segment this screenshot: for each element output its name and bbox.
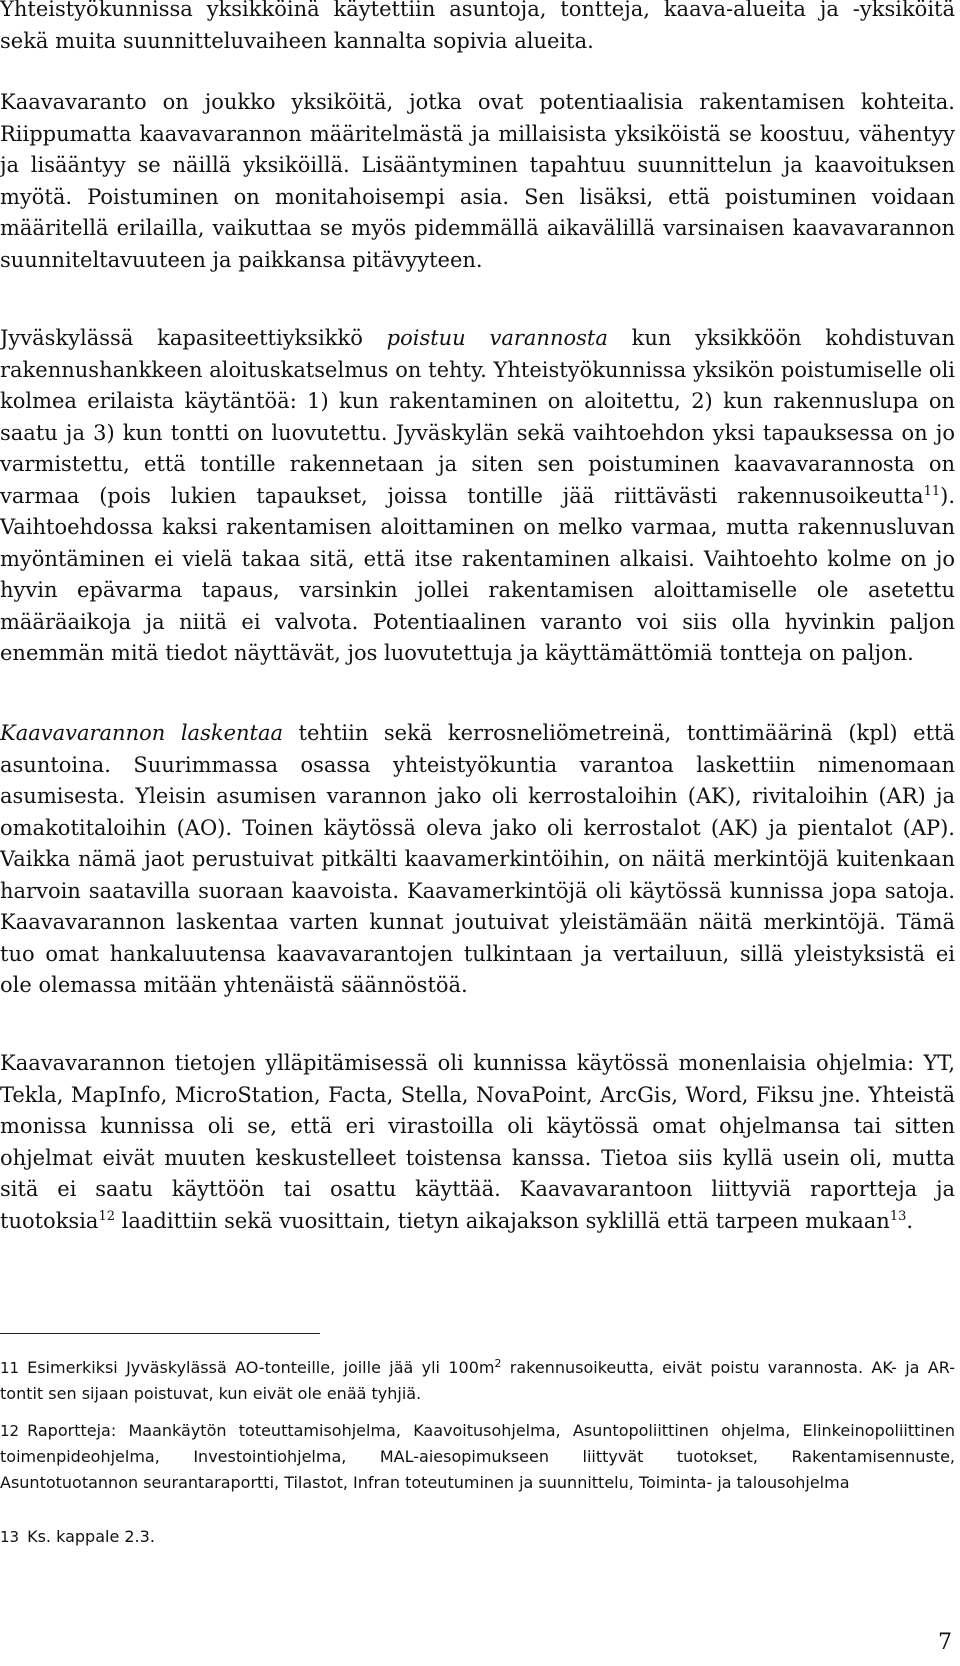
footnote-divider — [0, 1333, 320, 1334]
paragraph-1 — [0, 0, 955, 57]
paragraph-5-text-middle: laadittiin sekä vuosittain, tietyn aikajakson syklillä että tarpeen mukaan — [114, 1208, 890, 1233]
page-number: 7 — [938, 1630, 952, 1655]
footnote-ref-12[interactable]: 12 — [98, 1208, 115, 1224]
paragraph-2-text: Kaavavaranto on joukko yksiköitä, jotka ovat potentiaalisia rakentamisen kohteita. Riippumatta kaavavarannon määritelmästä ja millaisista yksiköistä se koostuu, vähentyy ja lisääntyy se näillä yksiköillä. Lisääntyminen tapahtuu suunnittelun ja kaavoituksen myötä. Poistuminen on monitahoisempi asia. Sen lisäksi, että poistuminen voidaan määritellä erilailla, vaikuttaa se myös pidemmällä aikavälillä varsinaisen kaavavarannon suunniteltavuuteen ja paikkansa pitävyyteen. — [0, 90, 955, 272]
footnote-11-text-start: Esimerkiksi Jyväskylässä AO-tonteille, joille jää yli 100m — [27, 1358, 495, 1377]
paragraph-4 — [0, 718, 955, 1002]
paragraph-2 — [0, 87, 955, 276]
paragraph-3-italic-term: poistuu varannosta — [386, 326, 608, 350]
paragraph-4-text: tehtiin sekä kerrosneliömetreinä, tonttimäärinä (kpl) että asuntoina. Suurimmassa osassa yhteistyökuntia varantoa laskettiin nimenomaan asumisesta. Yleisin asumisen varannon jako oli kerrostaloihin (AK), rivitaloihin (AR) ja omakotitaloihin (AO). Toinen käytössä oleva jako oli kerrostalot (AK) ja pientalot (AP). Vaikka nämä jaot perustuivat pitkälti kaavamerkintöihin, on näitä merkintöjä kuitenkaan harvoin saatavilla suoraan kaavoista. Kaavamerkintöjä oli käytössä kunnissa jopa satoja. Kaavavarannon laskentaa varten kunnat joutuivat yleistämään näitä merkintöjä. Tämä tuo omat hankaluutensa kaavavarantojen tulkintaan ja vertailuun, sillä yleistyksistä ei ole olemassa mitään yhtenäistä säännöstöä. — [0, 721, 955, 997]
paragraph-4-italic-term: Kaavavarannon laskentaa — [0, 721, 283, 745]
paragraph-3-text-end: ). Vaihtoehdossa kaksi rakentamisen aloittaminen on melko varmaa, mutta rakennusluvan myöntäminen ei vielä takaa sitä, että itse rakentaminen alkaisi. Vaihtoehto kolme on jo hyvin epävarma tapaus, varsinkin jollei rakentamisen aloittamiselle ole asetettu määräaikoja ja niitä ei valvota. Potentiaalinen varanto voi siis olla hyvinkin paljon enemmän mitä tiedot näyttävät, jos luovutettuja ja käyttämättömiä tontteja on paljon. — [0, 483, 955, 665]
paragraph-1-text: Yhteistyökunnissa yksikköinä käytettiin asuntoja, tontteja, kaava-alueita ja -yksiköitä sekä muita suunnitteluvaiheen kannalta sopivia alueita. — [0, 0, 955, 53]
paragraph-3 — [0, 323, 955, 670]
footnote-13-number: 13 — [0, 1528, 20, 1546]
footnote-11-superscript: 2 — [494, 1357, 502, 1370]
paragraph-5 — [0, 1048, 955, 1237]
footnote-11-number: 11 — [0, 1359, 20, 1377]
footnote-11-text-end: rakennusoikeutta, eivät poistu varannosta. AK- ja AR-tontit sen sijaan poistuvat, kun eivät ole enää tyhjiä. — [0, 1358, 956, 1403]
paragraph-5-text-end: . — [906, 1208, 914, 1233]
footnote-13 — [0, 1524, 955, 1550]
footnote-12-text: Raportteja: Maankäytön toteuttamisohjelma, Kaavoitusohjelma, Asuntopoliittinen ohjelma, Elinkeinopoliittinen toimenpideohjelma, Investointiohjelma, MAL-aiesopimukseen liittyvät tuotokset, Rakentamisennuste, Asuntotuotannon seurantaraportti, Tilastot, Infran toteutuminen ja suunnittelu, Toiminta- ja talousohjelma — [0, 1421, 955, 1492]
footnote-ref-13[interactable]: 13 — [889, 1208, 907, 1224]
paragraph-5-text-start: Kaavavarannon tietojen ylläpitämisessä oli kunnissa käytössä monenlaisia ohjelmia: YT, Tekla, MapInfo, MicroStation, Facta, Stella, NovaPoint, ArcGis, Word, Fiksu jne. Yhteistä monissa kunnissa oli se, että eri virastoilla oli käytössä omat ohjelmansa tai sitten ohjelmat eivät muuten keskustelleet toistensa kanssa. Tietoa siis kyllä usein oli, mutta sitä ei saatu käyttöön tai osattu käyttää. Kaavavarantoon liittyviä raportteja ja tuotoksia — [0, 1051, 955, 1233]
paragraph-3-text-middle: kun yksikköön kohdistuvan rakennushankkeen aloituskatselmus on tehty. Yhteistyökunnissa yksikön poistumiselle oli kolmea erilaista käytäntöä: 1) kun rakentaminen on aloitettu, 2) kun rakennuslupa on saatu ja 3) kun tontti on luovutettu. Jyväskylän sekä vaihtoehdon yksi tapauksessa on jo varmistettu, että tontille rakennetaan ja siten sen poistuminen kaavavarannosta on varmaa (pois lukien tapaukset, joissa tontille jää riittävästi rakennusoikeutta — [0, 326, 955, 508]
footnote-13-text: Ks. kappale 2.3. — [27, 1527, 155, 1546]
paragraph-3-text-start: Jyväskylässä kapasiteettiyksikkö — [0, 326, 387, 350]
footnote-12-number: 12 — [0, 1422, 20, 1440]
footnote-ref-11[interactable]: 11 — [923, 483, 941, 499]
footnote-11 — [0, 1355, 955, 1407]
footnote-12 — [0, 1418, 955, 1496]
